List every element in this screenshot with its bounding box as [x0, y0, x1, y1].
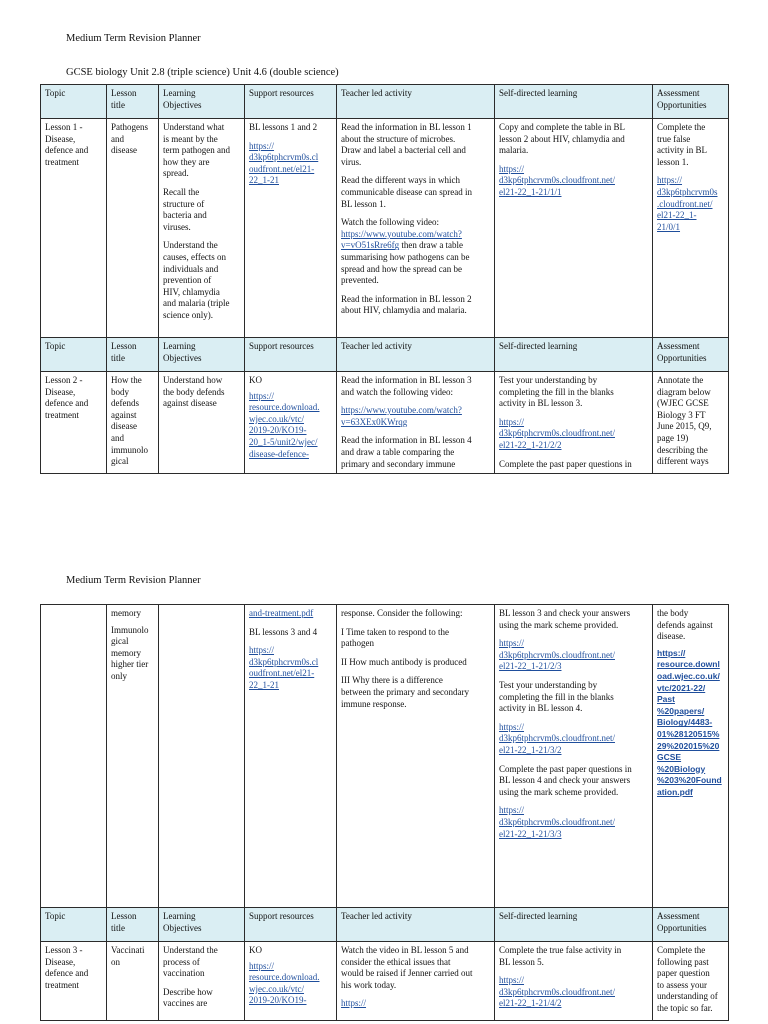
lesson3-self	[495, 942, 653, 1021]
col-header-lesson-title: Lesson title	[107, 85, 159, 119]
lesson2-cont-teacher-p1: response. Consider the following:	[341, 608, 463, 618]
lesson2-support	[245, 372, 337, 474]
lesson3-objectives	[159, 942, 245, 1021]
lesson1-topic: Lesson 1 - Disease, defence and treatment	[41, 119, 107, 338]
lesson1-support	[245, 119, 337, 338]
planner-table-page2	[40, 604, 729, 1021]
lesson2-cont-teacher-p3: II How much antibody is produced	[341, 656, 467, 667]
lesson1-objective: Understand what is meant by the term pathogen and how they are spread.	[163, 122, 230, 179]
table-header-row	[41, 338, 729, 372]
table-row-lesson2-continued	[41, 605, 729, 908]
col-header-teacher: Teacher led activity	[337, 338, 495, 372]
page-header: Medium Term Revision Planner	[66, 575, 201, 586]
table-row-lesson3	[41, 942, 729, 1021]
col-header-self: Self-directed learning	[495, 338, 653, 372]
lesson2-topic: Lesson 2 - Disease, defence and treatment	[41, 372, 107, 474]
lesson1-objectives	[159, 119, 245, 338]
col-header-assessment: Assessment Opportunities	[653, 338, 729, 372]
lesson2-cont-title	[107, 605, 159, 908]
lesson3-objective: Describe how vaccines are	[163, 986, 213, 1009]
col-header-topic: Topic	[41, 85, 107, 119]
lesson3-teacher	[337, 942, 495, 1021]
lesson2-self-text2: Complete the past paper questions in	[499, 458, 632, 469]
lesson3-teacher-link[interactable]: https://	[341, 998, 367, 1009]
col-header-assessment: Assessment Opportunities	[653, 85, 729, 119]
col-header-topic: Topic	[41, 338, 107, 372]
lesson2-cont-self-p2: Test your understanding by completing the fill in the blanks activity in BL lesson 4.	[499, 679, 614, 714]
lesson2-teacher	[337, 372, 495, 474]
lesson3-self-link[interactable]: https:// d3kp6tphcrvm0s.cloudfront.net/ el21-22_1-21/4/2	[499, 975, 615, 1009]
document-subtitle: GCSE biology Unit 2.8 (triple science) Unit 4.6 (double science)	[66, 67, 339, 78]
lesson1-objective: Recall the structure of bacteria and viruses.	[163, 186, 207, 232]
lesson3-support-text: KO	[249, 945, 262, 955]
lesson2-cont-self-p1: BL lesson 3 and check your answers using the mark scheme provided.	[499, 608, 631, 630]
lesson2-assess-text: Annotate the diagram below (WJEC GCSE Biology 3 FT June 2015, Q9, page 19) describing the different ways	[657, 375, 712, 467]
lesson3-support-link[interactable]: https:// resource.download. wjec.co.uk/vtc/ 2019-20/KO19-	[249, 960, 320, 1006]
lesson2-cont-support	[245, 605, 337, 908]
lesson3-assessment	[653, 942, 729, 1021]
lesson2-cont-teacher-p4: III Why there is a difference between the primary and secondary immune response.	[341, 675, 469, 709]
lesson2-support-text: KO	[249, 375, 262, 385]
lesson1-teacher-p2: Read the different ways in which communicable disease can spread in BL lesson 1.	[341, 175, 472, 209]
lesson2-title-cell	[107, 372, 159, 474]
lesson3-topic: Lesson 3 - Disease, defence and treatment	[41, 942, 107, 1021]
lesson2-cont-self-link2[interactable]: https:// d3kp6tphcrvm0s.cloudfront.net/ el21-22_1-21/3/2	[499, 721, 615, 755]
lesson2-cont-title1: memory	[111, 608, 141, 618]
lesson3-support	[245, 942, 337, 1021]
col-header-assessment: Assessment Opportunities	[653, 908, 729, 942]
lesson1-teacher-p3-intro: Watch the following video:	[341, 217, 440, 228]
lesson3-self-text: Complete the true false activity in BL lesson 5.	[499, 945, 622, 967]
col-header-objectives: Learning Objectives	[159, 85, 245, 119]
lesson2-self-link[interactable]: https:// d3kp6tphcrvm0s.cloudfront.net/ el21-22_1-21/2/2	[499, 416, 615, 450]
col-header-objectives: Learning Objectives	[159, 338, 245, 372]
lesson1-title: Pathogens and disease	[107, 119, 159, 338]
col-header-support: Support resources	[245, 338, 337, 372]
col-header-support: Support resources	[245, 85, 337, 119]
lesson1-support-text: BL lessons 1 and 2	[249, 122, 318, 132]
col-header-objectives: Learning Objectives	[159, 908, 245, 942]
lesson1-support-link[interactable]: https:// d3kp6tphcrvm0s.cl oudfront.net/el21- 22_1-21	[249, 140, 319, 186]
lesson2-cont-self-link3[interactable]: https:// d3kp6tphcrvm0s.cloudfront.net/ el21-22_1-21/3/3	[499, 805, 615, 839]
lesson2-cont-self-p3: Complete the past paper questions in BL lesson 4 and check your answers using the mark scheme provided.	[499, 763, 632, 797]
lesson1-self-link[interactable]: https:// d3kp6tphcrvm0s.cloudfront.net/ el21-22_1-21/1/1	[499, 163, 615, 197]
lesson3-title: Vaccinati on	[107, 942, 159, 1021]
lesson3-teacher-p1: Watch the video in BL lesson 5 and consider the ethical issues that would be raised if Jenner carried out his work today.	[341, 945, 473, 990]
lesson2-cont-topic	[41, 605, 107, 908]
lesson2-cont-assess-link[interactable]: https:// resource.downl oad.wjec.co.uk/ vtc/2021-22/ Past %20papers/ Biology/4483- 01%28120515% 29%202015%20 GCSE %20Biology %203%20Found ation.pdf	[657, 647, 722, 797]
lesson1-teacher-p3-rest: then draw a table summarising how pathogens can be spread and how the spread can be prevented.	[341, 240, 470, 286]
planner-table-page1	[40, 84, 729, 474]
lesson1-assess-link[interactable]: https:// d3kp6tphcrvm0s .cloudfront.net/ el21-22_1- 21/0/1	[657, 175, 718, 232]
col-header-support: Support resources	[245, 908, 337, 942]
lesson3-objective: Understand the process of vaccination	[163, 945, 218, 979]
lesson2-assessment	[653, 372, 729, 474]
lesson2-cont-teacher-p2: I Time taken to respond to the pathogen	[341, 626, 449, 649]
lesson2-teacher-p1: Read the information in BL lesson 3 and watch the following video:	[341, 375, 472, 397]
lesson2-self-text: Test your understanding by completing the fill in the blanks activity in BL lesson 3.	[499, 375, 614, 409]
col-header-self: Self-directed learning	[495, 908, 653, 942]
lesson1-assessment	[653, 119, 729, 338]
lesson2-cont-title2: Immunolo gical memory higher tier only	[111, 624, 149, 681]
lesson1-self-text: Copy and complete the table in BL lesson 2 about HIV, chlamydia and malaria.	[499, 122, 625, 156]
col-header-lesson-title: Lesson title	[107, 338, 159, 372]
lesson2-cont-objectives	[159, 605, 245, 908]
col-header-teacher: Teacher led activity	[337, 85, 495, 119]
lesson2-cont-self-link1[interactable]: https:// d3kp6tphcrvm0s.cloudfront.net/ el21-22_1-21/2/3	[499, 638, 615, 672]
lesson2-cont-assess-text: the body defends against disease.	[657, 608, 713, 642]
lesson2-cont-teacher	[337, 605, 495, 908]
lesson2-objectives: Understand how the body defends against disease	[159, 372, 245, 474]
lesson2-title: How the body defends against disease and immunolo gical	[111, 375, 149, 467]
lesson1-teacher-p3	[341, 229, 490, 287]
lesson1-teacher-p1: Read the information in BL lesson 1 about the structure of microbes. Draw and label a bacterial cell and virus.	[341, 122, 472, 167]
lesson2-self	[495, 372, 653, 474]
table-header-row	[41, 908, 729, 942]
lesson2-cont-support-link2[interactable]: https:// d3kp6tphcrvm0s.cl oudfront.net/el21- 22_1-21	[249, 645, 319, 690]
col-header-teacher: Teacher led activity	[337, 908, 495, 942]
lesson1-assess-text: Complete the true false activity in BL lesson 1.	[657, 122, 707, 167]
lesson1-teacher	[337, 119, 495, 338]
col-header-lesson-title: Lesson title	[107, 908, 159, 942]
lesson1-video-link[interactable]: https://www.youtube.com/watch? v=vO51sRre6fg	[341, 228, 462, 251]
page-header: Medium Term Revision Planner	[66, 33, 201, 44]
table-header-row	[41, 85, 729, 119]
lesson2-teacher-p2: Read the information in BL lesson 4 and draw a table comparing the primary and secondary immune	[341, 435, 472, 469]
lesson1-teacher-p4: Read the information in BL lesson 2 about HIV, chlamydia and malaria.	[341, 293, 472, 316]
lesson2-cont-support-text: BL lessons 3 and 4	[249, 626, 318, 637]
table-row-lesson1	[41, 119, 729, 338]
col-header-topic: Topic	[41, 908, 107, 942]
lesson2-cont-support-link1[interactable]: and-treatment.pdf	[249, 608, 314, 618]
lesson1-self	[495, 119, 653, 338]
lesson1-objective: Understand the causes, effects on individuals and prevention of HIV, chlamydia and malaria (triple science only).	[163, 240, 230, 320]
lesson3-assess-text: Complete the following past paper question to assess your understanding of the topic so far.	[657, 945, 718, 1013]
table-row-lesson2	[41, 372, 729, 474]
lesson2-support-link[interactable]: https:// resource.download. wjec.co.uk/vtc/ 2019-20/KO19- 20_1-5/unit2/wjec/ disease-defence-	[249, 390, 320, 459]
lesson2-cont-assessment	[653, 605, 729, 908]
lesson2-video-link[interactable]: https://www.youtube.com/watch? v=63XEx0KWrqg	[341, 405, 462, 427]
lesson2-cont-self	[495, 605, 653, 908]
col-header-self: Self-directed learning	[495, 85, 653, 119]
